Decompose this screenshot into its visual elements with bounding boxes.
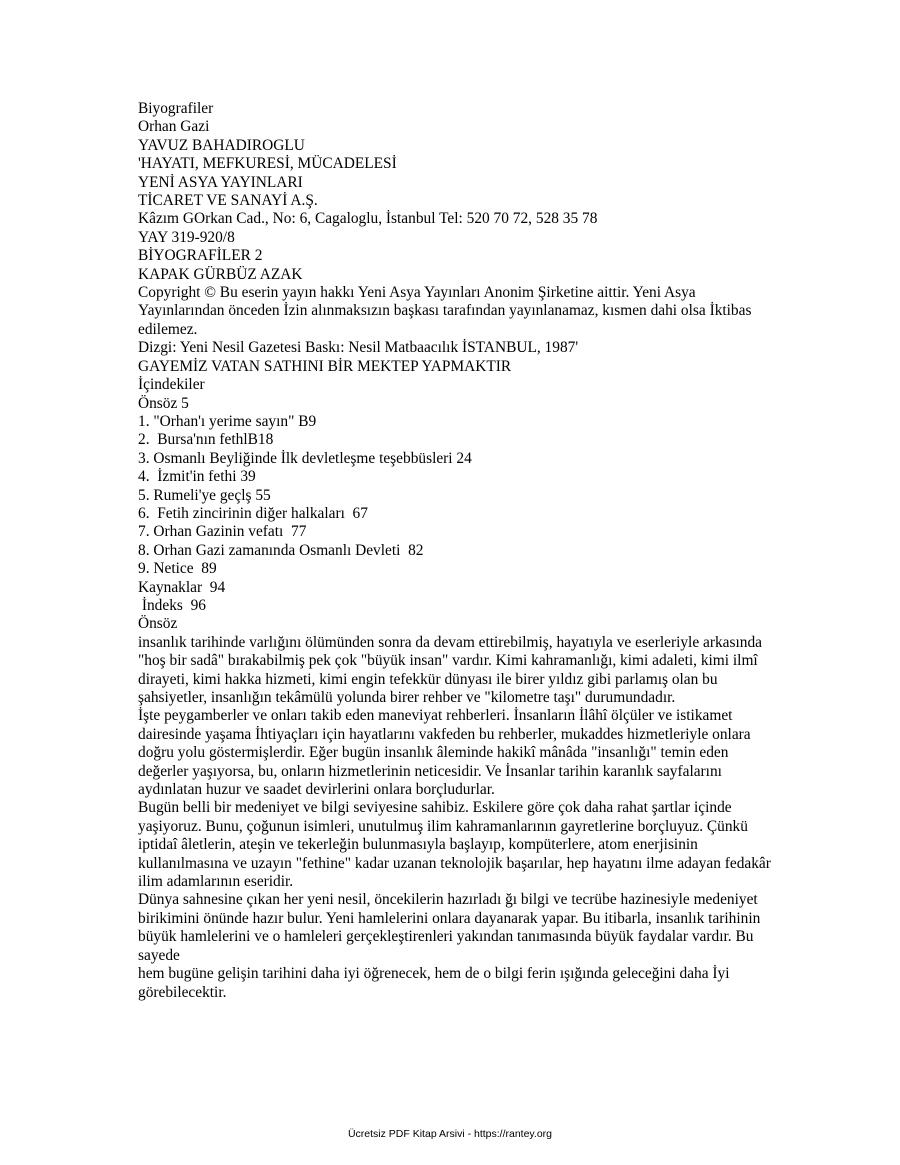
table-of-contents — [138, 395, 773, 616]
book-author: YAVUZ BAHADIROGLU — [138, 136, 305, 154]
preface-paragraph: Dünya sahnesine çıkan her yeni nesil, öncekilerin hazırladı ğı bilgi ve tecrübe hazinesiyle medeniyet birikimini önünde hazır bulur. Yeni hamlelerini onlara dayanarak yapar. Bu itibarla, insanlık tarihinin büyük hamlelerini ve o hamleleri gerçekleştirenleri yakından tanımasında büyük faydalar vardır. Bu sayede — [138, 891, 761, 964]
preface-paragraph: insanlık tarihinde varlığını ölümünden sonra da devam ettirebilmiş, hayatıyla ve eserleriyle arkasında "hoş bir sadâ" bırakabilmiş pek çok "büyük insan" vardır. Kimi kahramanlığı, kimi adaleti, kimi ilmî dirayeti, kimi hakka hizmeti, kimi engin tefekkür dünyası ile birer yıldız gibi parlamış olan bu şahsiyetler, insanlığın tekâmülü yolunda birer rehber ve "kilometre taşı" durumundadır. — [138, 633, 762, 706]
toc-item: 3. Osmanlı Beyliğinde İlk devletleşme teşebbüsleri 24 — [138, 449, 472, 467]
print-info: Dizgi: Yeni Nesil Gazetesi Baskı: Nesil Matbaacılık İSTANBUL, 1987' — [138, 339, 579, 357]
copyright-notice: Copyright © Bu eserin yayın hakkı Yeni Asya Yayınları Anonim Şirketine aittir. Yeni Asya Yayınlarından önceden İzin alınmaksızın başkası tarafından yayınlanamaz, kısmen dahi olsa İktibas edilemez. — [138, 284, 752, 338]
toc-item: 5. Rumeli'ye geçlş 55 — [138, 486, 271, 504]
publisher-company: TİCARET VE SANAYİ A.Ş. — [138, 192, 318, 210]
toc-item: İndeks 96 — [138, 596, 206, 614]
toc-item: Önsöz 5 — [138, 394, 189, 412]
book-category: Biyografiler — [138, 100, 214, 117]
toc-item: 7. Orhan Gazinin vefatı 77 — [138, 523, 307, 541]
cover-credit: KAPAK GÜRBÜZ AZAK — [138, 265, 303, 283]
series-name: BİYOGRAFİLER 2 — [138, 247, 263, 265]
preface-paragraph: İşte peygamberler ve onları takib eden maneviyat rehberleri. İnsanların İlâhî ölçüler ve istikamet dairesinde yaşama İhtiyaçları için hayatlarını vakfeden bu rehberler, mukaddes hizmetleriyle onlara doğru yolu göstermişlerdir. Eğer bugün insanlık âleminde hakikî mânâda "insanlığı" temin eden değerler yaşıyorsa, bu, onların hizmetlerinin neticesidir. Ve İnsanlar tarihin karanlık sayfalarını aydınlatan huzur ve saadet devirlerini onlara borçludurlar. — [138, 707, 751, 799]
preface-paragraph: hem bugüne gelişin tarihini daha iyi öğrenecek, hem de o bilgi ferin ışığında geleceğini daha İyi görebilecektir. — [138, 965, 730, 1001]
publisher-name: YENİ ASYA YAYINLARI — [138, 173, 303, 191]
toc-item: 2. Bursa'nın fethlB18 — [138, 431, 274, 449]
toc-item: 9. Netice 89 — [138, 560, 217, 578]
toc-title: İçindekiler — [138, 376, 205, 394]
book-subject: Orhan Gazi — [138, 118, 210, 136]
publication-code: YAY 319-920/8 — [138, 228, 235, 246]
toc-item: 1. "Orhan'ı yerime sayın" B9 — [138, 412, 317, 430]
book-subtitle: 'HAYATI, MEFKURESİ, MÜCADELESİ — [138, 155, 397, 173]
page-footer: Ücretsiz PDF Kitap Arsivi - https://rantey.org — [347, 1128, 553, 1140]
preface-title: Önsöz — [138, 615, 178, 633]
toc-item: 4. İzmit'in fethi 39 — [138, 468, 256, 486]
toc-item: 8. Orhan Gazi zamanında Osmanlı Devleti 82 — [138, 541, 424, 559]
toc-item: Kaynaklar 94 — [138, 578, 226, 596]
document-page — [138, 100, 773, 1002]
toc-item: 6. Fetih zincirinin diğer halkaları 67 — [138, 504, 368, 522]
motto: GAYEMİZ VATAN SATHINI BİR MEKTEP YAPMAKTIR — [138, 357, 512, 375]
publisher-address: Kâzım GOrkan Cad., No: 6, Cagaloglu, İstanbul Tel: 520 70 72, 528 35 78 — [138, 210, 598, 228]
preface-paragraph: Bugün belli bir medeniyet ve bilgi seviyesine sahibiz. Eskilere göre çok daha rahat şartlar içinde yaşiyoruz. Bunu, çoğunun isimleri, unutulmuş ilim kahramanlarının gayretlerine borçluyuz. Çünkü iptidaî âletlerin, ateşin ve tekerleğin bulunmasıyla başlayıp, kompüterlere, atom enerjisinin kullanılmasına ve uzayın "fethine" kadar uzanan teknolojik başarılar, hep hayatını ilme adayan fedakâr ilim adamlarının eseridir. — [138, 799, 771, 891]
